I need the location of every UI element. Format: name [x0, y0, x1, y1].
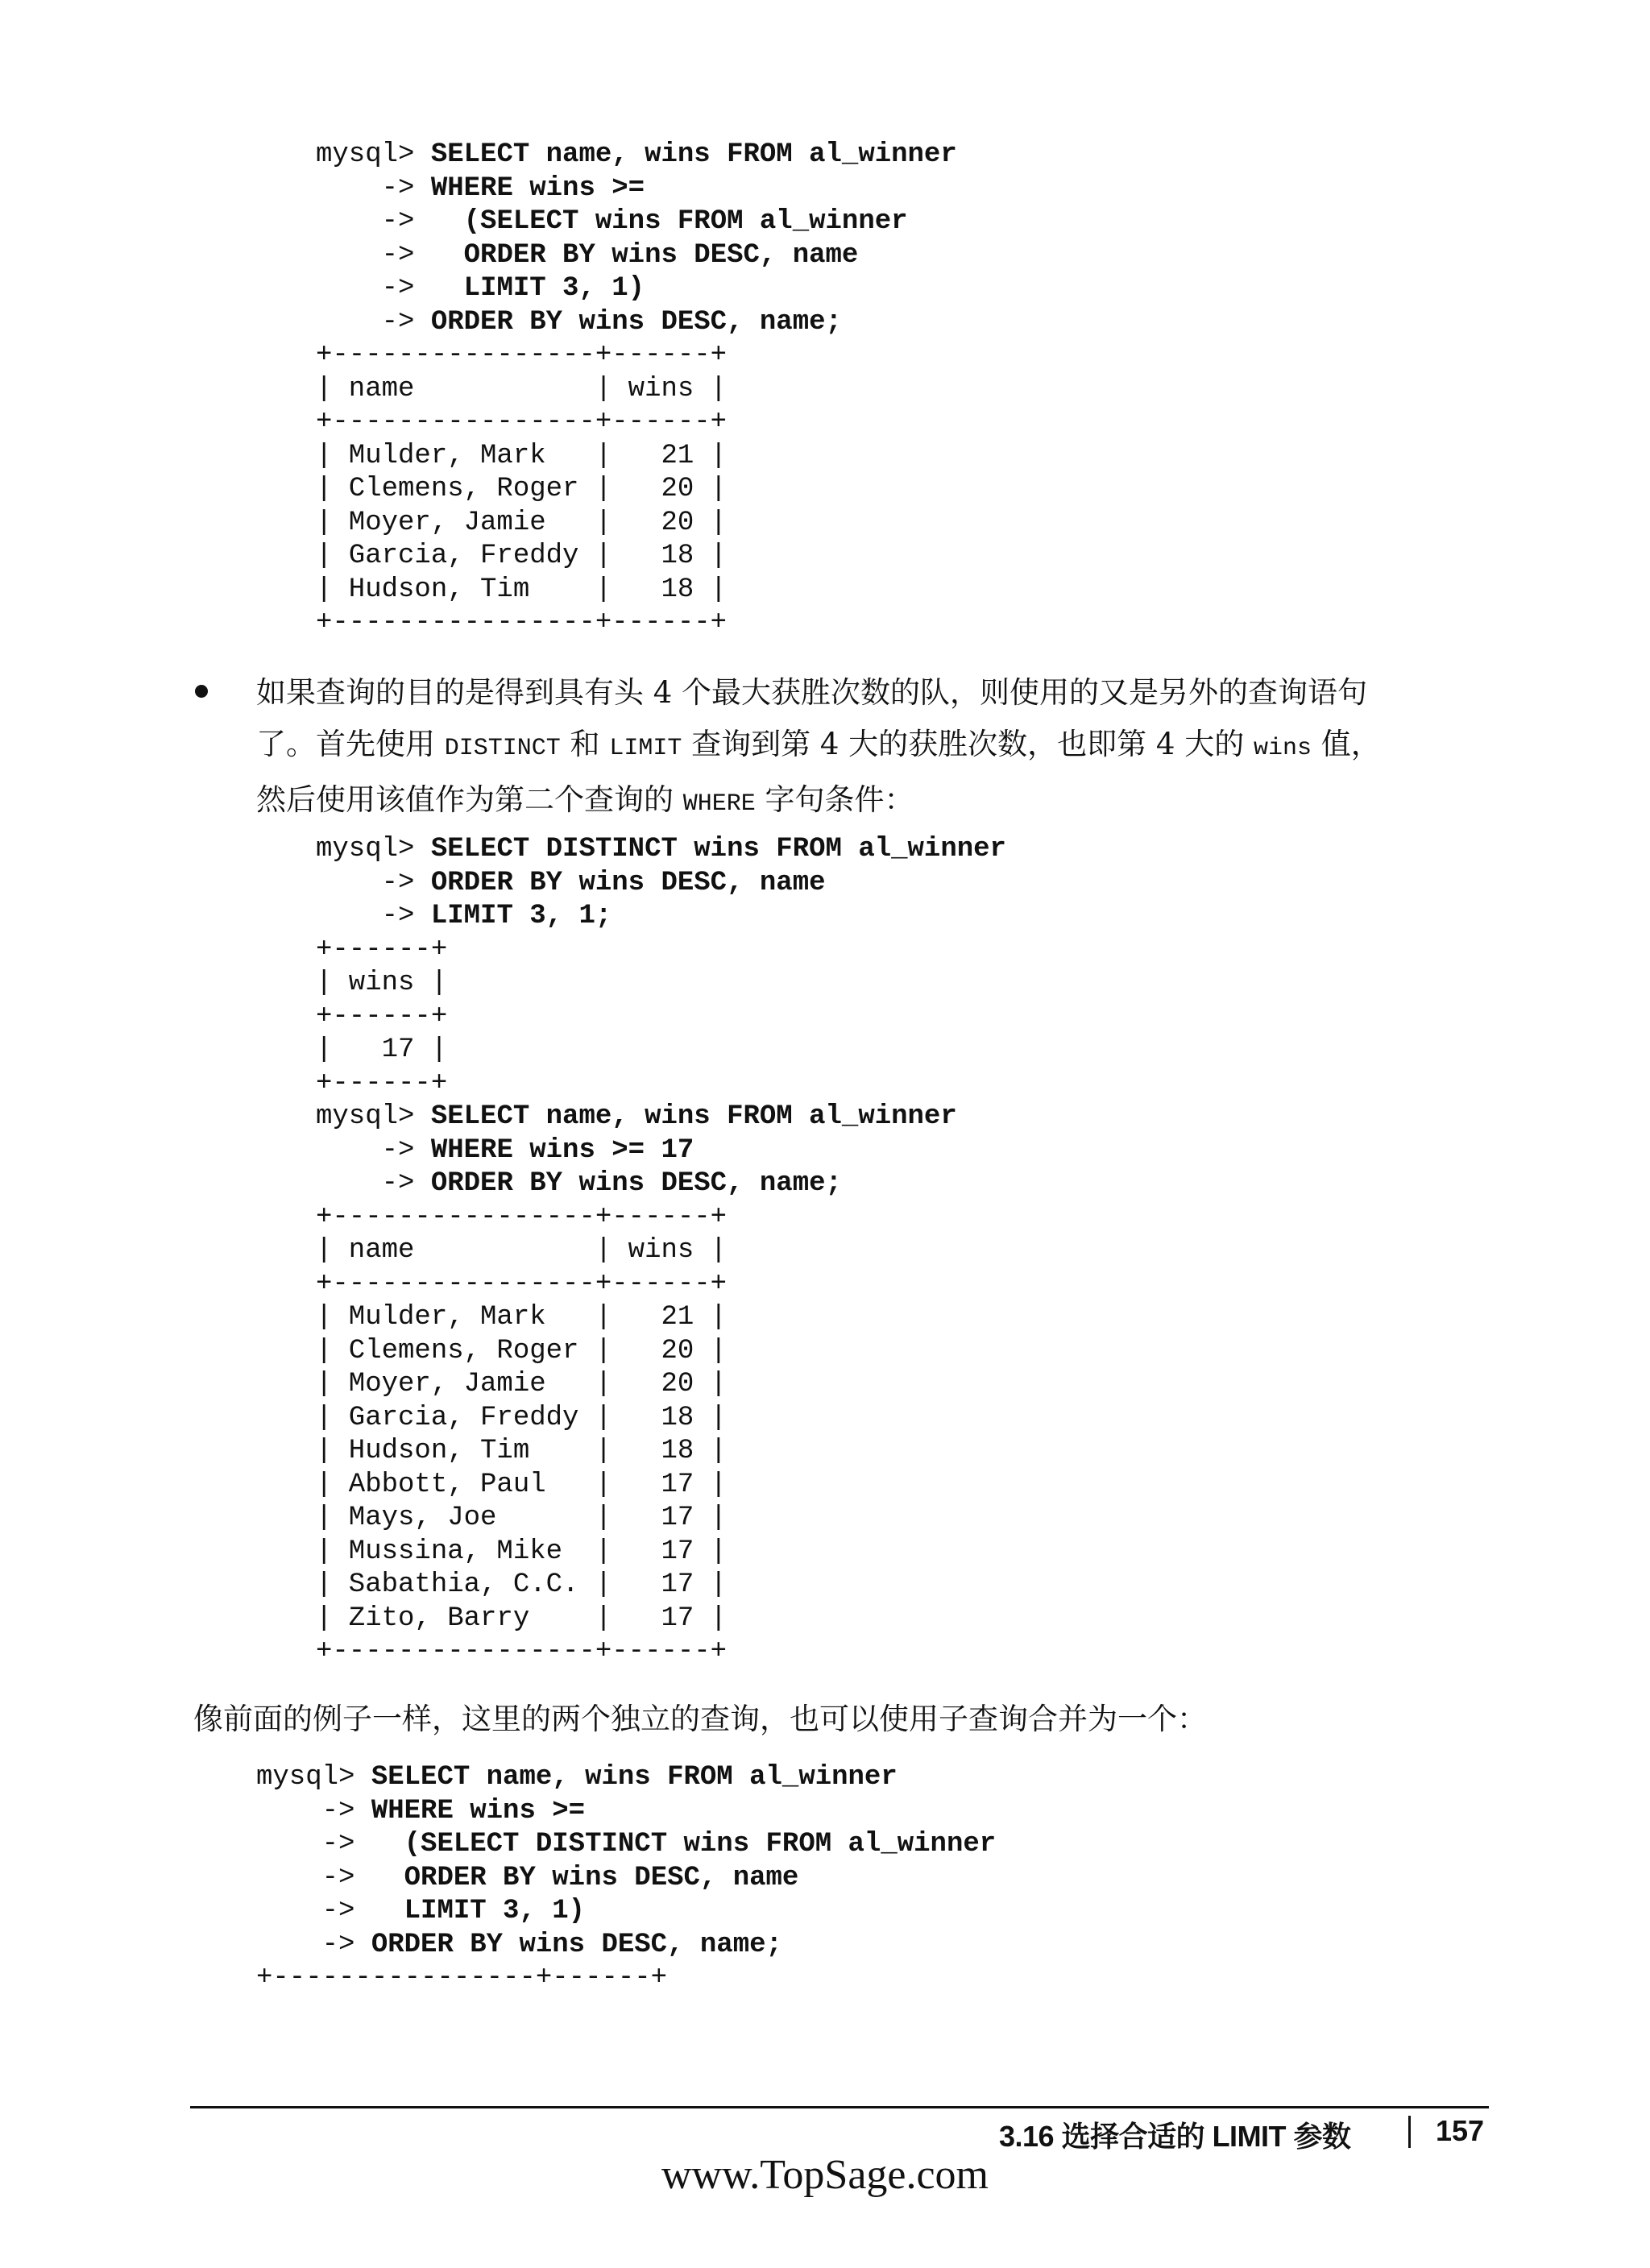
- code-line: [316, 1603, 1006, 1636]
- code-prompt: | Mussina, Mike | 17 |: [316, 1536, 728, 1567]
- code-line: [316, 507, 957, 541]
- text-segment: 查询到第 4 大的获胜次数，也即第 4 大的: [682, 727, 1254, 761]
- code-prompt: | Clemens, Roger | 20 |: [316, 474, 728, 504]
- code-line: [256, 1929, 996, 1963]
- code-prompt: ->: [316, 206, 464, 237]
- code-prompt: +----------------+------+: [316, 607, 728, 638]
- bullet-paragraph: [256, 667, 1513, 830]
- code-prompt: | wins |: [316, 968, 448, 998]
- code-prompt: | Mulder, Mark | 21 |: [316, 440, 728, 471]
- code-line: [256, 1895, 996, 1929]
- code-line: [316, 473, 957, 507]
- code-prompt: | Hudson, Tim | 18 |: [316, 1436, 728, 1466]
- code-block-3: [256, 1761, 996, 1996]
- code-statement: ORDER BY wins DESC, name;: [430, 306, 842, 338]
- text-segment: 值，: [1312, 727, 1381, 761]
- code-line: [256, 1795, 996, 1829]
- paragraph-text: 像前面的例子一样，这里的两个独立的查询，也可以使用子查询合并为一个：: [193, 1702, 1207, 1736]
- code-line: [316, 1167, 1006, 1201]
- code-line: [316, 272, 957, 306]
- site-watermark: www.TopSage.com: [661, 2152, 989, 2198]
- code-line: [316, 1001, 1006, 1034]
- code-line: [316, 1469, 1006, 1503]
- code-line: [316, 1134, 1006, 1168]
- footer-rule: [190, 2106, 1489, 2108]
- code-prompt: ->: [256, 1929, 371, 1960]
- code-prompt: | name | wins |: [316, 1235, 728, 1266]
- code-prompt: ->: [256, 1862, 404, 1893]
- code-prompt: | Garcia, Freddy | 18 |: [316, 1402, 728, 1433]
- code-statement: WHERE wins >= 17: [430, 1134, 694, 1166]
- code-line: [316, 339, 957, 373]
- code-line: [316, 1301, 1006, 1335]
- code-line: [316, 833, 1006, 867]
- code-line: [316, 1368, 1006, 1402]
- inline-code: LIMIT: [609, 735, 682, 762]
- code-prompt: | Mays, Joe | 17 |: [316, 1503, 728, 1533]
- code-prompt: | Clemens, Roger | 20 |: [316, 1335, 728, 1366]
- code-line: [316, 574, 957, 607]
- code-line: [316, 406, 957, 440]
- code-prompt: | Sabathia, C.C. | 17 |: [316, 1569, 728, 1600]
- code-statement: (SELECT DISTINCT wins FROM al_winner: [404, 1829, 997, 1860]
- bullet-icon: [195, 685, 208, 698]
- code-statement: ORDER BY wins DESC, name: [430, 867, 826, 898]
- code-prompt: | name | wins |: [316, 373, 728, 404]
- code-prompt: +----------------+------+: [316, 340, 728, 371]
- code-prompt: ->: [316, 867, 431, 898]
- code-line: [316, 1268, 1006, 1302]
- code-prompt: mysql>: [316, 139, 431, 170]
- code-line: [256, 1862, 996, 1896]
- code-prompt: ->: [316, 172, 431, 204]
- code-line: [316, 306, 957, 340]
- code-line: [316, 239, 957, 273]
- code-prompt: | Garcia, Freddy | 18 |: [316, 541, 728, 571]
- code-prompt: +----------------+------+: [316, 1201, 728, 1233]
- body-paragraph: [193, 1694, 1515, 1745]
- code-line: [316, 934, 1006, 968]
- code-statement: LIMIT 3, 1): [404, 1896, 586, 1926]
- code-prompt: ->: [316, 1168, 431, 1199]
- code-prompt: | Hudson, Tim | 18 |: [316, 574, 728, 605]
- code-statement: WHERE wins >=: [430, 172, 645, 204]
- code-statement: SELECT name, wins FROM al_winner: [371, 1762, 898, 1793]
- code-line: [256, 1962, 996, 1996]
- code-line: [316, 1335, 1006, 1369]
- code-prompt: +------+: [316, 934, 448, 965]
- footer-separator: [1408, 2116, 1411, 2148]
- text-segment: 字句条件：: [755, 782, 914, 817]
- code-block-2: [316, 833, 1006, 1669]
- code-line: [316, 967, 1006, 1001]
- code-statement: WHERE wins >=: [371, 1795, 586, 1826]
- code-prompt: mysql>: [316, 834, 431, 864]
- code-prompt: +------+: [316, 1068, 448, 1099]
- inline-code: DISTINCT: [444, 735, 561, 762]
- code-prompt: ->: [316, 901, 431, 931]
- code-line: [316, 1101, 1006, 1134]
- text-segment: 如果查询的目的是得到具有头 4 个最大获胜次数的队，则使用的又是另外的查询语句: [256, 675, 1368, 710]
- code-statement: ORDER BY wins DESC, name: [404, 1862, 799, 1893]
- code-prompt: ->: [316, 306, 431, 338]
- code-prompt: +------+: [316, 1001, 448, 1032]
- code-statement: SELECT DISTINCT wins FROM al_winner: [430, 834, 1006, 864]
- code-line: [316, 440, 957, 474]
- code-prompt: +----------------+------+: [256, 1963, 668, 1993]
- code-prompt: ->: [256, 1829, 404, 1860]
- code-statement: (SELECT wins FROM al_winner: [463, 206, 908, 237]
- code-statement: ORDER BY wins DESC, name;: [371, 1929, 782, 1960]
- code-prompt: | 17 |: [316, 1034, 448, 1065]
- code-line: [316, 1068, 1006, 1101]
- code-prompt: mysql>: [316, 1101, 431, 1132]
- code-prompt: +----------------+------+: [316, 407, 728, 437]
- page-number: 157: [1436, 2114, 1485, 2147]
- code-line: [316, 1536, 1006, 1569]
- code-prompt: | Abbott, Paul | 17 |: [316, 1469, 728, 1500]
- code-prompt: mysql>: [256, 1762, 371, 1793]
- code-prompt: | Moyer, Jamie | 20 |: [316, 507, 728, 538]
- text-segment: 了。首先使用: [256, 727, 445, 761]
- code-line: [256, 1761, 996, 1795]
- bullet-line-1: [256, 667, 1513, 719]
- code-statement: ORDER BY wins DESC, name;: [430, 1168, 842, 1199]
- code-line: [316, 1201, 1006, 1235]
- code-prompt: +----------------+------+: [316, 1636, 728, 1667]
- code-line: [316, 1234, 1006, 1268]
- code-line: [316, 1435, 1006, 1469]
- code-line: [316, 205, 957, 239]
- code-statement: SELECT name, wins FROM al_winner: [430, 139, 957, 170]
- code-line: [316, 900, 1006, 934]
- code-line: [316, 172, 957, 206]
- code-line: [316, 607, 957, 641]
- code-line: [316, 373, 957, 407]
- code-line: [316, 1502, 1006, 1536]
- code-prompt: | Mulder, Mark | 21 |: [316, 1302, 728, 1333]
- inline-code: wins: [1254, 735, 1312, 762]
- code-line: [316, 139, 957, 172]
- code-line: [316, 1636, 1006, 1669]
- code-statement: LIMIT 3, 1;: [430, 901, 612, 931]
- inline-code: WHERE: [682, 790, 756, 818]
- code-prompt: +----------------+------+: [316, 1268, 728, 1300]
- code-statement: SELECT name, wins FROM al_winner: [430, 1101, 957, 1132]
- code-statement: LIMIT 3, 1): [463, 273, 645, 304]
- code-prompt: | Zito, Barry | 17 |: [316, 1603, 728, 1634]
- code-line: [316, 1569, 1006, 1603]
- code-line: [316, 867, 1006, 901]
- bullet-line-2: [256, 719, 1513, 774]
- code-statement: ORDER BY wins DESC, name: [463, 239, 859, 271]
- code-prompt: ->: [256, 1896, 404, 1926]
- code-line: [256, 1828, 996, 1862]
- code-line: [316, 1402, 1006, 1436]
- text-segment: 和: [560, 727, 610, 761]
- bullet-line-3: [256, 774, 1513, 830]
- code-line: [316, 540, 957, 574]
- code-prompt: ->: [316, 239, 464, 271]
- code-block-1: [316, 139, 957, 641]
- code-prompt: | Moyer, Jamie | 20 |: [316, 1369, 728, 1399]
- code-prompt: ->: [256, 1795, 371, 1826]
- code-line: [316, 1034, 1006, 1068]
- footer-section-title: 3.16 选择合适的 LIMIT 参数: [999, 2120, 1351, 2153]
- text-segment: 然后使用该值作为第二个查询的: [256, 782, 683, 817]
- code-prompt: ->: [316, 273, 464, 304]
- code-prompt: ->: [316, 1134, 431, 1166]
